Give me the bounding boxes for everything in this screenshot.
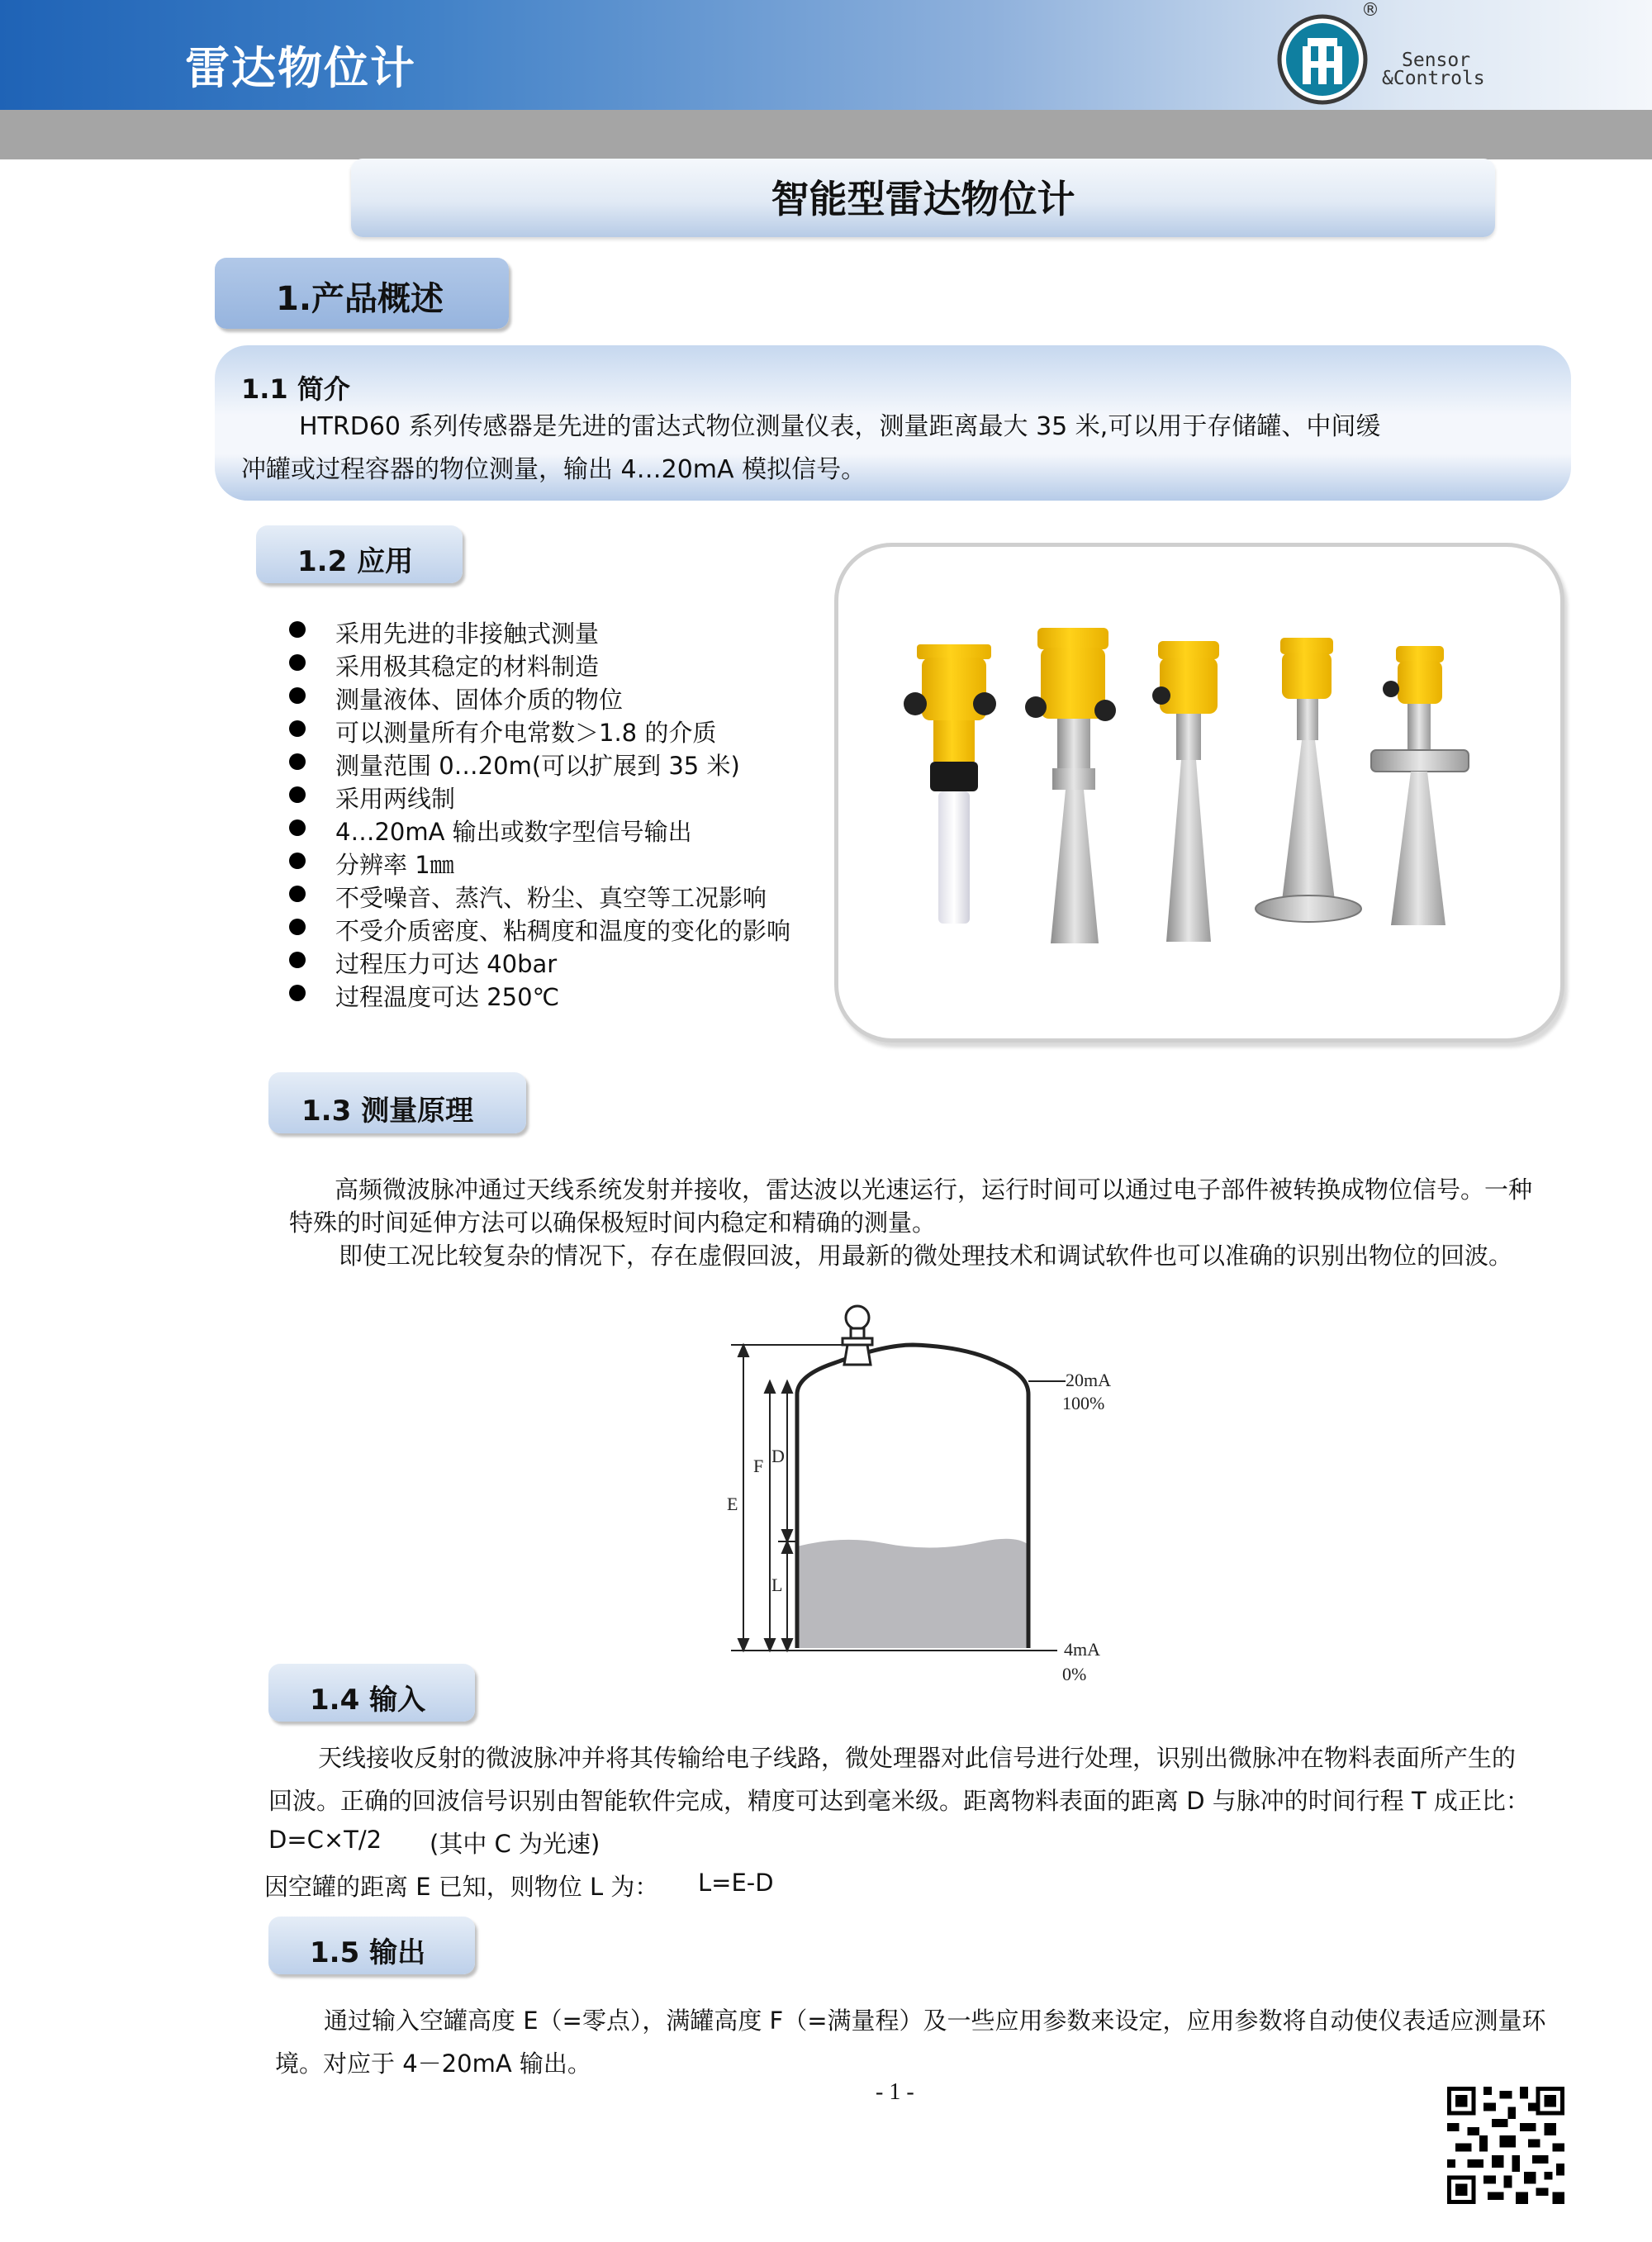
label-4ma: 4mA xyxy=(1064,1639,1100,1660)
dim-label-l: L xyxy=(771,1575,783,1595)
label-100-percent: 100% xyxy=(1062,1393,1105,1413)
company-logo-icon xyxy=(1276,13,1369,106)
principle-text-line2: 特殊的时间延伸方法可以确保极短时间内稳定和精确的测量。 xyxy=(289,1209,937,1237)
bullet-dot xyxy=(289,786,306,803)
list-item: 不受介质密度、粘稠度和温度的变化的影响 xyxy=(335,917,791,945)
registered-mark: ® xyxy=(1361,0,1379,21)
input-formula: D=C×T/2 xyxy=(268,1826,382,1854)
section-heading-overview: 1.产品概述 xyxy=(276,280,444,318)
input-text-line4: 因空罐的距离 E 已知，则物位 L 为： xyxy=(264,1873,659,1901)
bullet-dot xyxy=(289,654,306,671)
output-text-line1: 通过输入空罐高度 E（=零点），满罐高度 F（=满量程）及一些应用参数来设定，应用参数将自动使仪表适应测量环 xyxy=(324,2007,1546,2035)
principle-text-line1: 高频微波脉冲通过天线系统发射并接收，雷达波以光速运行，运行时间可以通过电子部件被转换成物位信号。一种 xyxy=(335,1176,1533,1204)
bullet-dot xyxy=(289,919,306,935)
subsection-heading-intro: 1.1 简介 xyxy=(241,373,350,405)
qr-code-icon xyxy=(1447,2087,1564,2204)
bullet-dot xyxy=(289,886,306,902)
instrument-4 xyxy=(1256,638,1361,922)
list-item: 过程温度可达 250℃ xyxy=(335,983,560,1011)
subsection-heading-input: 1.4 输入 xyxy=(310,1684,426,1717)
dim-label-d: D xyxy=(771,1446,785,1466)
intro-text-line1: HTRD60 系列传感器是先进的雷达式物位测量仪表，测量距离最大 35 米,可以用于存储罐、中间缓 xyxy=(299,412,1381,441)
list-item: 过程压力可达 40bar xyxy=(335,950,558,978)
list-item: 分辨率 1㎜ xyxy=(335,851,454,879)
input-formula-note: (其中 C 为光速) xyxy=(430,1830,601,1858)
tank-fill xyxy=(797,1539,1028,1648)
list-item: 测量液体、固体介质的物位 xyxy=(335,686,624,714)
dim-label-f: F xyxy=(753,1456,764,1476)
instrument-1 xyxy=(904,644,996,924)
bullet-dot xyxy=(289,687,306,704)
list-item: 可以测量所有介电常数＞1.8 的介质 xyxy=(335,719,717,747)
bullet-dot xyxy=(289,720,306,737)
tank-measurement-diagram xyxy=(719,1297,1148,1685)
subsection-heading-principle: 1.3 测量原理 xyxy=(301,1095,474,1128)
list-item: 采用两线制 xyxy=(335,785,456,813)
logo-text-sensor: Sensor xyxy=(1402,50,1471,71)
instrument-3 xyxy=(1152,641,1219,942)
bullet-dot xyxy=(289,952,306,968)
bullet-dot xyxy=(289,985,306,1001)
principle-text-line3: 即使工况比较复杂的情况下，存在虚假回波，用最新的微处理技术和调试软件也可以准确的识别出物位的回波。 xyxy=(339,1242,1513,1270)
output-text-line2: 境。对应于 4－20mA 输出。 xyxy=(275,2050,591,2078)
logo-text-controls: &Controls xyxy=(1382,68,1485,89)
label-20ma: 20mA xyxy=(1066,1370,1111,1390)
intro-text-line2: 冲罐或过程容器的物位测量，输出 4…20mA 模拟信号。 xyxy=(241,455,866,484)
radar-sensor-icon xyxy=(843,1306,872,1365)
bullet-dot xyxy=(289,621,306,638)
input-text-line2: 回波。正确的回波信号识别由智能软件完成，精度可达到毫米级。距离物料表面的距离 D 与脉冲的时间行程 T 成正比： xyxy=(268,1787,1530,1815)
bullet-dot xyxy=(289,753,306,770)
subsection-heading-output: 1.5 输出 xyxy=(310,1936,426,1969)
page-number: - 1 - xyxy=(876,2079,914,2105)
bullet-dot xyxy=(289,819,306,836)
input-text-line1: 天线接收反射的微波脉冲并将其传输给电子线路，微处理器对此信号进行处理，识别出微脉冲在物料表面所产生的 xyxy=(318,1744,1517,1772)
header-gray-band xyxy=(0,110,1652,159)
document-title: 智能型雷达物位计 xyxy=(771,177,1075,221)
bullet-dot xyxy=(289,853,306,869)
list-item: 采用先进的非接触式测量 xyxy=(335,620,600,648)
dim-label-e: E xyxy=(727,1494,738,1514)
list-item: 4…20mA 输出或数字型信号输出 xyxy=(335,818,692,846)
instrument-2 xyxy=(1025,628,1116,943)
subsection-heading-application: 1.2 应用 xyxy=(297,545,414,578)
label-0-percent: 0% xyxy=(1062,1664,1087,1684)
header-title: 雷达物位计 xyxy=(185,42,416,94)
list-item: 不受噪音、蒸汽、粉尘、真空等工况影响 xyxy=(335,884,767,912)
instrument-5 xyxy=(1371,646,1469,925)
radar-level-meters-image xyxy=(892,628,1520,991)
input-formula-level: L=E-D xyxy=(698,1869,774,1897)
list-item: 采用极其稳定的材料制造 xyxy=(335,653,600,681)
list-item: 测量范围 0…20m(可以扩展到 35 米) xyxy=(335,752,740,780)
